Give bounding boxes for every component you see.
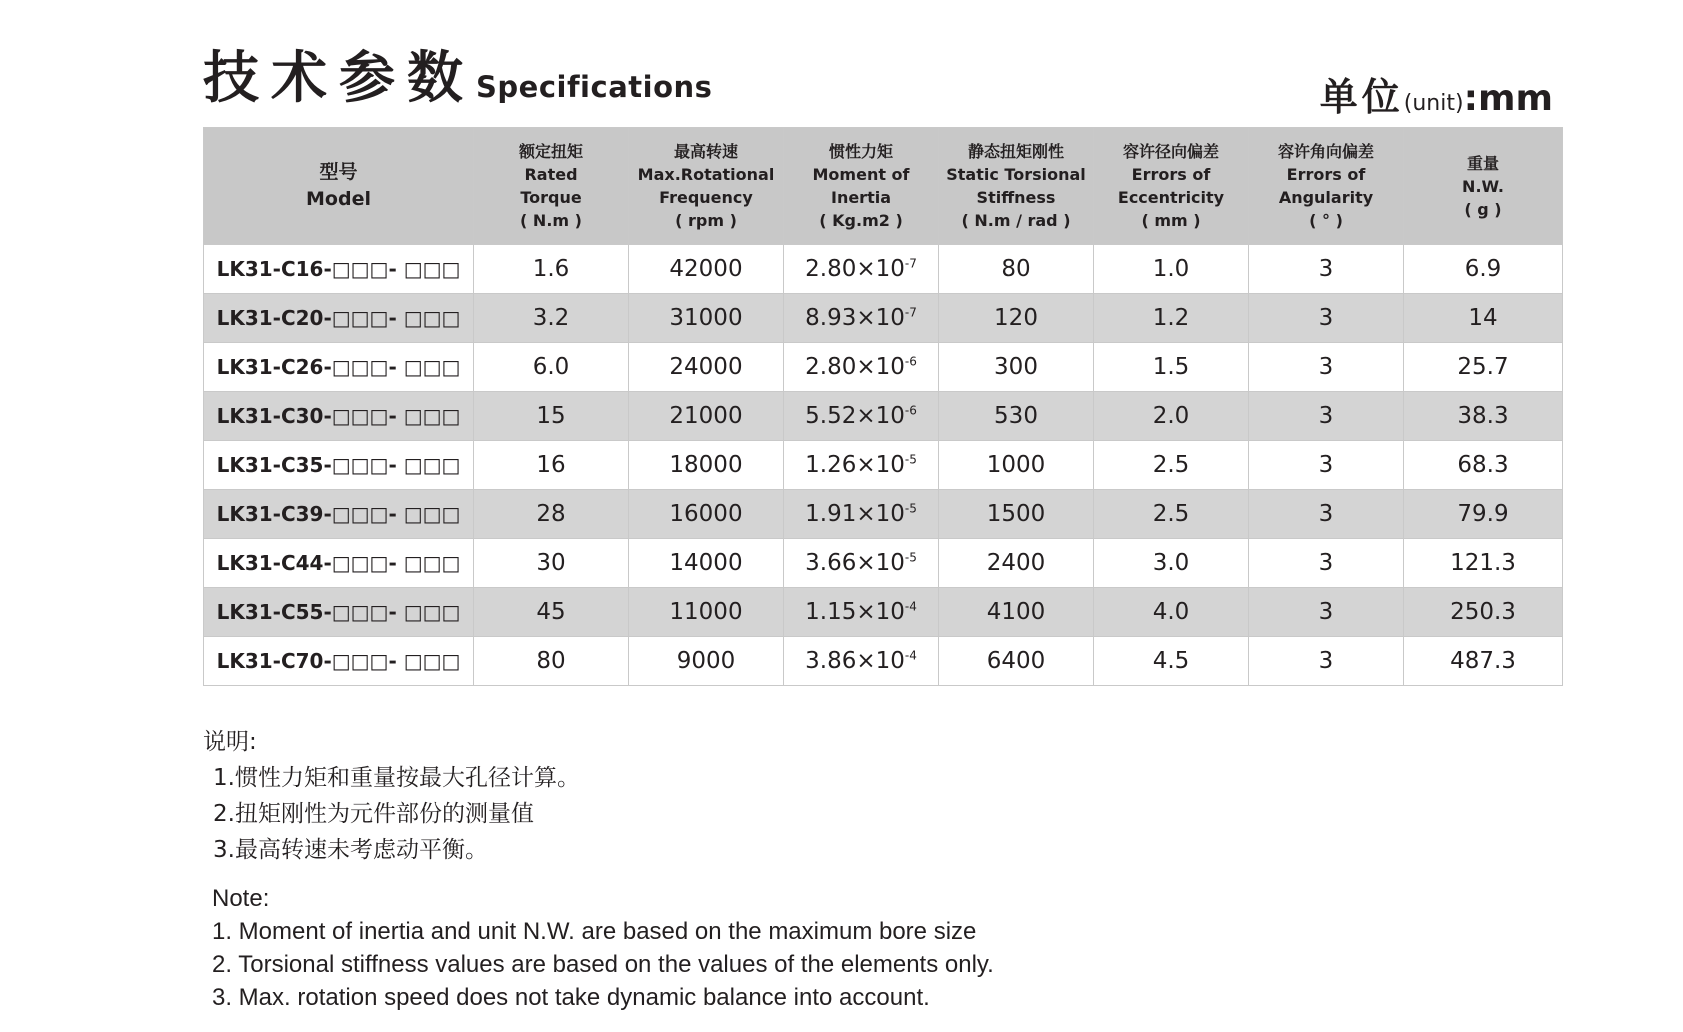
notes-en [212,882,994,1014]
header-cell [474,128,629,245]
header-line: 容许径向偏差 [1122,142,1219,161]
cell-model: LK31-C30-□□□- □□□ [204,392,474,441]
notes-en-item: 1. Moment of inertia and unit N.W. are based on the maximum bore size [212,918,977,945]
header-line: Eccentricity [1117,188,1225,207]
table-row [204,539,1563,588]
cell-torque: 30 [474,539,629,588]
cell-stiffness: 1000 [939,441,1094,490]
header-line: ( mm ) [1141,211,1201,230]
unit-label-paren: (unit) [1403,91,1464,116]
table-row [204,294,1563,343]
inertia-base: 3.66×10 [805,550,905,576]
header-line: 最高转速 [673,142,738,161]
cell-torque: 1.6 [474,245,629,294]
unit-label [1320,66,1553,121]
table-row [204,637,1563,686]
header-cell [784,128,939,245]
inertia-base: 1.15×10 [805,599,905,625]
cell-inertia [784,343,939,392]
cell-eccentricity: 2.5 [1094,441,1249,490]
cell-model: LK31-C35-□□□- □□□ [204,441,474,490]
cell-weight: 121.3 [1404,539,1563,588]
cell-model: LK31-C20-□□□- □□□ [204,294,474,343]
cell-eccentricity: 1.2 [1094,294,1249,343]
inertia-base: 3.86×10 [805,648,905,674]
header-line: Inertia [830,188,891,207]
header-line: ( N.m / rad ) [961,211,1071,230]
header-line: ( Kg.m2 ) [819,211,903,230]
cell-stiffness: 1500 [939,490,1094,539]
cell-inertia [784,637,939,686]
table-row [204,588,1563,637]
cell-model: LK31-C70-□□□- □□□ [204,637,474,686]
cell-inertia [784,539,939,588]
header-line: 额定扭矩 [518,142,583,161]
header-line: Errors of [1131,165,1211,184]
cell-eccentricity: 1.5 [1094,343,1249,392]
cell-angularity: 3 [1249,441,1404,490]
header-line: 型号 [319,161,358,183]
cell-angularity: 3 [1249,294,1404,343]
header-line: Moment of [812,165,910,184]
inertia-exponent: -4 [904,599,917,614]
cell-stiffness: 4100 [939,588,1094,637]
cell-angularity: 3 [1249,588,1404,637]
header-line: ( ° ) [1309,211,1343,230]
inertia-base: 8.93×10 [805,305,905,331]
cell-weight: 250.3 [1404,588,1563,637]
inertia-exponent: -6 [904,403,917,418]
cell-weight: 79.9 [1404,490,1563,539]
cell-inertia [784,294,939,343]
inertia-exponent: -4 [904,648,917,663]
header-line: ( g ) [1464,199,1502,219]
inertia-base: 2.80×10 [805,354,905,380]
header-line: Frequency [659,188,753,207]
table-row [204,392,1563,441]
header-line: Errors of [1286,165,1366,184]
header-line: Angularity [1278,188,1374,207]
cell-speed: 42000 [629,245,784,294]
cell-model: LK31-C16-□□□- □□□ [204,245,474,294]
inertia-base: 1.26×10 [805,452,905,478]
cell-speed: 14000 [629,539,784,588]
inertia-exponent: -6 [904,354,917,369]
header-line: 惯性力矩 [828,142,893,161]
cell-speed: 24000 [629,343,784,392]
inertia-exponent: -5 [904,452,917,467]
cell-speed: 21000 [629,392,784,441]
notes-en-heading: Note: [212,885,270,912]
header-line: Torque [520,188,582,207]
inertia-base: 1.91×10 [805,501,905,527]
table-row [204,245,1563,294]
cell-speed: 31000 [629,294,784,343]
cell-torque: 80 [474,637,629,686]
page-title-zh: 技术参数 [203,46,475,111]
notes-en-item: 2. Torsional stiffness values are based on the values of the elements only. [212,951,994,978]
cell-angularity: 3 [1249,343,1404,392]
cell-angularity: 3 [1249,637,1404,686]
inertia-exponent: -7 [904,256,917,271]
specifications-table [203,127,1563,686]
cell-eccentricity: 4.0 [1094,588,1249,637]
cell-model: LK31-C44-□□□- □□□ [204,539,474,588]
cell-angularity: 3 [1249,392,1404,441]
cell-eccentricity: 3.0 [1094,539,1249,588]
header-cell [1404,128,1563,245]
cell-stiffness: 120 [939,294,1094,343]
inertia-exponent: -5 [904,550,917,565]
header-line: 重量 [1466,153,1499,173]
notes-en-item: 3. Max. rotation speed does not take dynamic balance into account. [212,984,930,1011]
cell-speed: 9000 [629,637,784,686]
table-header-row [204,128,1563,245]
inertia-base: 5.52×10 [805,403,905,429]
cell-speed: 18000 [629,441,784,490]
cell-torque: 45 [474,588,629,637]
cell-torque: 3.2 [474,294,629,343]
header-cell-model [204,128,474,245]
unit-value: :mm [1463,78,1553,119]
table-row [204,441,1563,490]
cell-weight: 14 [1404,294,1563,343]
header-line: Static Torsional [946,165,1086,184]
header-cell [1094,128,1249,245]
cell-stiffness: 80 [939,245,1094,294]
cell-torque: 15 [474,392,629,441]
inertia-exponent: -5 [904,501,917,516]
header-cell [629,128,784,245]
cell-stiffness: 6400 [939,637,1094,686]
cell-stiffness: 300 [939,343,1094,392]
header-line: 静态扭矩刚性 [967,142,1064,161]
cell-torque: 6.0 [474,343,629,392]
cell-torque: 28 [474,490,629,539]
cell-weight: 68.3 [1404,441,1563,490]
cell-model: LK31-C26-□□□- □□□ [204,343,474,392]
header-cell [939,128,1094,245]
header-line: Rated [524,165,578,184]
unit-label-zh: 单位 [1319,75,1404,119]
notes-zh-heading: 说明: [203,729,257,755]
cell-inertia [784,490,939,539]
cell-angularity: 3 [1249,490,1404,539]
cell-speed: 11000 [629,588,784,637]
table-body [204,245,1563,686]
header-line: Stiffness [976,188,1056,207]
notes-zh [203,724,580,868]
header-line: 容许角向偏差 [1277,142,1374,161]
cell-weight: 25.7 [1404,343,1563,392]
cell-speed: 16000 [629,490,784,539]
header-line: ( rpm ) [675,211,737,230]
cell-eccentricity: 2.0 [1094,392,1249,441]
table-row [204,343,1563,392]
cell-inertia [784,245,939,294]
table-row [204,490,1563,539]
header-line: ( N.m ) [520,211,582,230]
cell-stiffness: 530 [939,392,1094,441]
notes-zh-item: 1.惯性力矩和重量按最大孔径计算。 [213,765,580,791]
cell-angularity: 3 [1249,539,1404,588]
cell-weight: 38.3 [1404,392,1563,441]
inertia-exponent: -7 [904,305,917,320]
cell-eccentricity: 1.0 [1094,245,1249,294]
cell-torque: 16 [474,441,629,490]
cell-inertia [784,588,939,637]
cell-model: LK31-C39-□□□- □□□ [204,490,474,539]
notes-zh-item: 2.扭矩刚性为元件部份的测量值 [213,801,534,827]
cell-stiffness: 2400 [939,539,1094,588]
header-line: Model [306,188,371,210]
cell-inertia [784,441,939,490]
header-cell [1249,128,1404,245]
cell-eccentricity: 2.5 [1094,490,1249,539]
header-line: Max.Rotational [637,165,775,184]
cell-inertia [784,392,939,441]
table-header [204,128,1563,245]
inertia-base: 2.80×10 [805,256,905,282]
cell-eccentricity: 4.5 [1094,637,1249,686]
page-title-en: Specifications [476,70,713,104]
header-line: N.W. [1462,176,1504,196]
cell-weight: 487.3 [1404,637,1563,686]
cell-angularity: 3 [1249,245,1404,294]
notes-zh-item: 3.最高转速未考虑动平衡。 [213,837,488,863]
cell-model: LK31-C55-□□□- □□□ [204,588,474,637]
cell-weight: 6.9 [1404,245,1563,294]
